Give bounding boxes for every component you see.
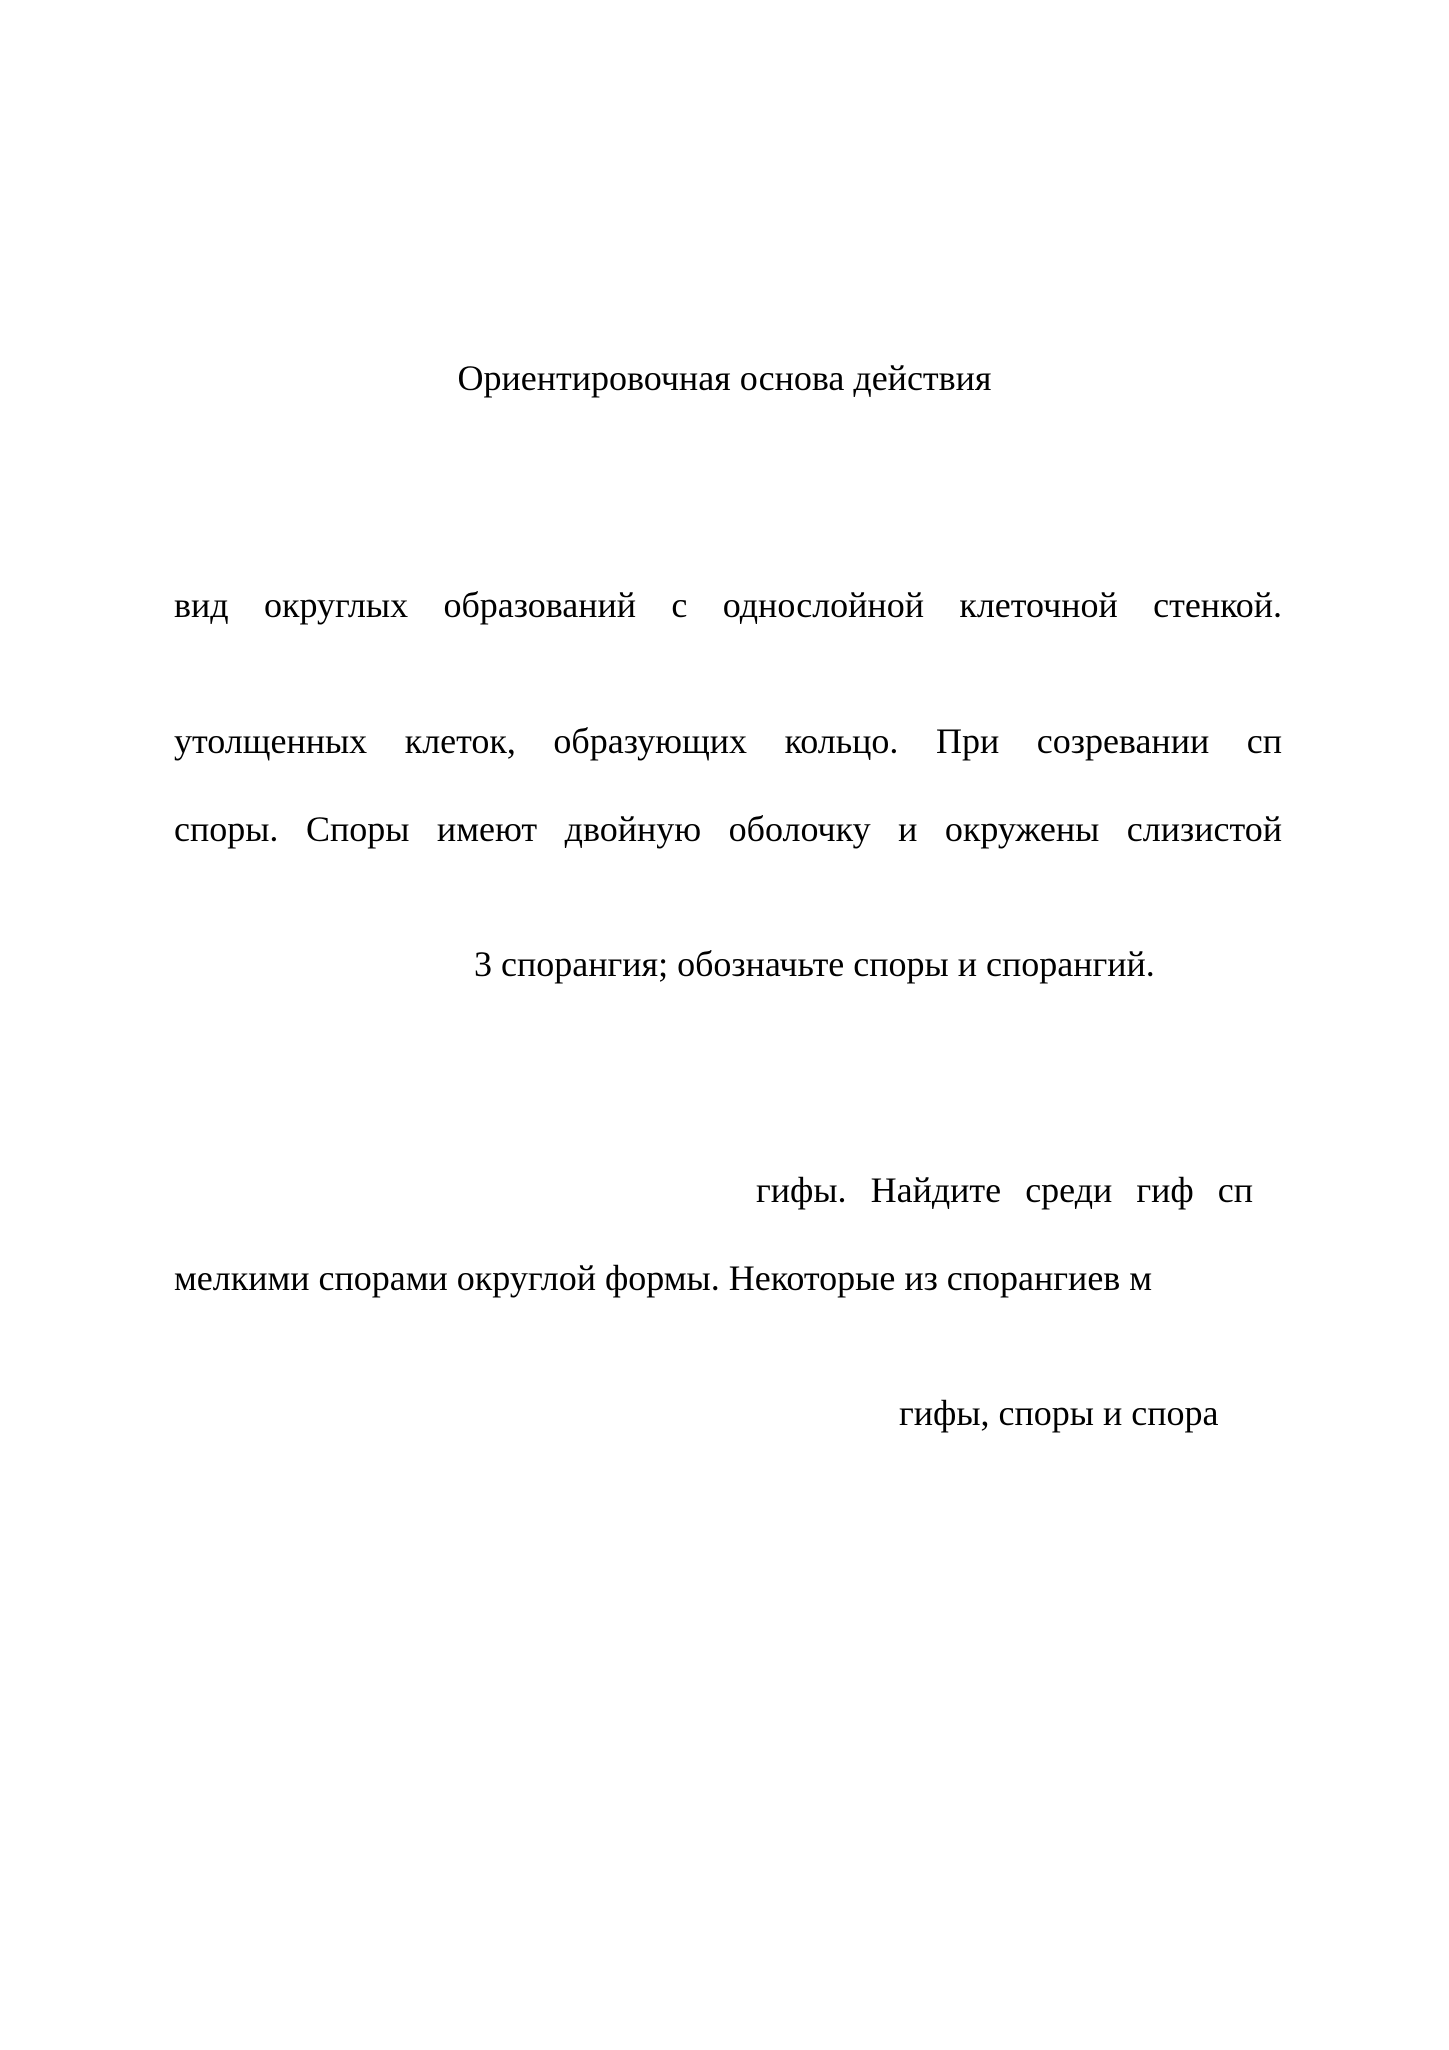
text-line-3: споры. Споры имеют двойную оболочку и окружены слизистой [174, 809, 1282, 849]
text-line-1: вид округлых образований с однослойной клеточной стенкой. [174, 585, 1282, 625]
text-line-2: утолщенных клеток, образующих кольцо. При созревании сп [174, 721, 1282, 761]
text-line-6: мелкими спорами округлой формы. Некоторые из спорангиев м [174, 1258, 1153, 1298]
text-line-7: гифы, споры и спора [899, 1393, 1219, 1433]
text-line-5: гифы. Найдите среди гиф сп [756, 1170, 1253, 1210]
page-title: Ориентировочная основа действия [457, 358, 992, 398]
text-line-4: 3 спорангия; обозначьте споры и спорангий. [474, 944, 1155, 984]
